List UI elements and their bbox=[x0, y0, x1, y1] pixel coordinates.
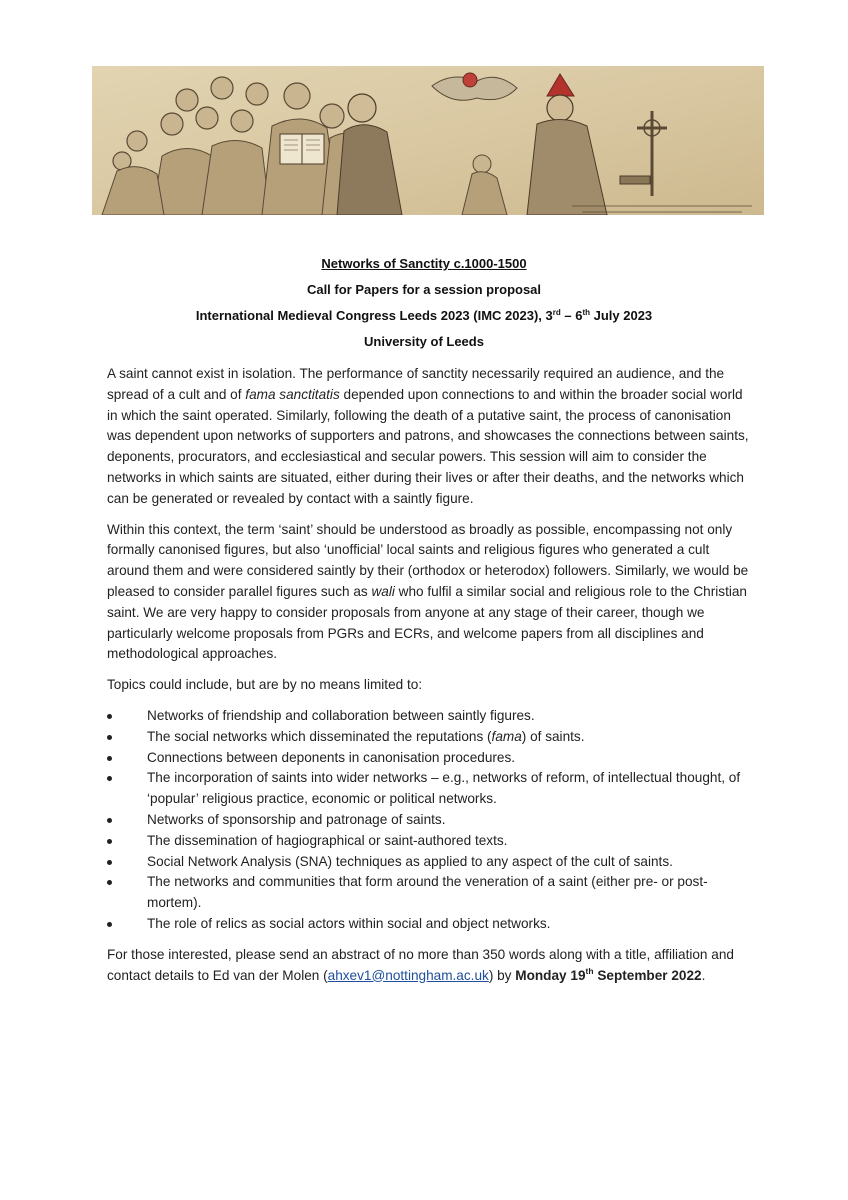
intro-paragraph bbox=[107, 364, 752, 510]
topic-text: Social Network Analysis (SNA) techniques as applied to any aspect of the cult of saints. bbox=[147, 853, 673, 869]
topic-text: Connections between deponents in canonisation procedures. bbox=[147, 749, 516, 765]
bullet-icon bbox=[107, 922, 112, 927]
p2-text-b: who fulfil a similar social and religious role to the Christian saint. We are very happy to consider proposals from anyone at any stage of their career, though we particularly welcome proposals from PGRs and ECRs, and welcome papers from all disciplines and methodological approaches. bbox=[107, 583, 747, 662]
topic-text: The role of relics as social actors within social and object networks. bbox=[147, 915, 551, 931]
topic-text-a: The social networks which disseminated the reputations ( bbox=[147, 728, 492, 744]
p2-text-a: Within this context, the term ‘saint’ should be understood as broadly as possible, encompassing not only formally canonised figures, but also ‘unofficial’ local saints and religious figures who generated a cult around them and were considered saintly by their (orthodox or heterodox) followers. Similarly, we would be pleased to consider parallel figures such as bbox=[107, 521, 749, 599]
closing-text-b: ) by bbox=[488, 967, 516, 983]
congress-sup-rd: rd bbox=[552, 308, 561, 317]
topic-text: Networks of sponsorship and patronage of saints. bbox=[147, 811, 446, 827]
list-item bbox=[107, 914, 752, 935]
university-heading: University of Leeds bbox=[364, 334, 484, 349]
congress-mid: – 6 bbox=[560, 308, 583, 323]
p1-italic: fama sanctitatis bbox=[245, 386, 340, 402]
list-item bbox=[107, 872, 752, 914]
list-item bbox=[107, 748, 752, 769]
topics-intro: Topics could include, but are by no means limited to: bbox=[107, 677, 423, 693]
topic-text-b: ) of saints. bbox=[521, 728, 585, 744]
p2-italic: wali bbox=[371, 583, 395, 599]
p1-text-a: A saint cannot exist in isolation. The performance of sanctity necessarily required an audience, and the spread of a cult and of bbox=[107, 366, 725, 402]
call-for-papers-heading: Call for Papers for a session proposal bbox=[306, 282, 542, 297]
context-paragraph bbox=[107, 520, 752, 666]
deadline-date-a: Monday 19 bbox=[515, 967, 586, 983]
topic-text: The networks and communities that form around the veneration of a saint (either pre- or post-mortem). bbox=[147, 874, 708, 911]
topic-italic: fama bbox=[491, 728, 522, 744]
bullet-icon bbox=[107, 756, 112, 761]
p1-text-b: depended upon connections to and within the broader social world in which the saint operated. Similarly, following the death of a putative saint, the process of canonisation was dependent upon networks of supporters and patrons, and showcases the connections between saints, deponents, procurators, and ecclesiastical and secular powers. This session will aim to consider the networks in which saints are situated, either during their lives or after their deaths, and the networks which can be generated or revealed by contact with a saintly figure. bbox=[107, 386, 749, 506]
manuscript-banner-image bbox=[92, 66, 764, 215]
deadline-date-b: September 2022 bbox=[593, 967, 702, 983]
deadline-date-sup: th bbox=[585, 965, 594, 976]
topic-text: The incorporation of saints into wider networks – e.g., networks of reform, of intellectual thought, of ‘popular’ religious practice, economic or political networks. bbox=[147, 770, 741, 807]
bullet-icon bbox=[107, 776, 112, 781]
bullet-icon bbox=[107, 860, 112, 865]
deadline-date bbox=[515, 965, 702, 983]
congress-heading bbox=[0, 308, 848, 324]
bullet-icon bbox=[107, 735, 112, 740]
contact-email-link[interactable]: ahxev1@nottingham.ac.uk bbox=[327, 967, 489, 983]
topics-list bbox=[107, 706, 752, 935]
list-item bbox=[107, 852, 752, 873]
session-title: Networks of Sanctity c.1000-1500 bbox=[321, 256, 527, 271]
congress-prefix: International Medieval Congress Leeds 2023 (IMC 2023), 3 bbox=[195, 308, 553, 323]
bullet-icon bbox=[107, 818, 112, 823]
list-item bbox=[107, 831, 752, 852]
list-item bbox=[107, 706, 752, 727]
document-body bbox=[107, 364, 752, 996]
bullet-icon bbox=[107, 714, 112, 719]
congress-suffix: July 2023 bbox=[590, 308, 653, 323]
topic-text: The dissemination of hagiographical or saint-authored texts. bbox=[147, 832, 508, 848]
congress-sup-th: th bbox=[582, 308, 590, 317]
bullet-icon bbox=[107, 880, 112, 885]
document-headings bbox=[0, 256, 848, 360]
closing-period: . bbox=[701, 967, 706, 983]
list-item bbox=[107, 810, 752, 831]
closing-paragraph bbox=[107, 945, 752, 987]
list-item bbox=[107, 727, 752, 748]
topic-text: Networks of friendship and collaboration between saintly figures. bbox=[147, 707, 535, 723]
list-item bbox=[107, 768, 752, 810]
bullet-icon bbox=[107, 839, 112, 844]
closing-text-a: For those interested, please send an abstract of no more than 350 words along with a title, affiliation and contact details to Ed van der Molen ( bbox=[107, 946, 734, 983]
